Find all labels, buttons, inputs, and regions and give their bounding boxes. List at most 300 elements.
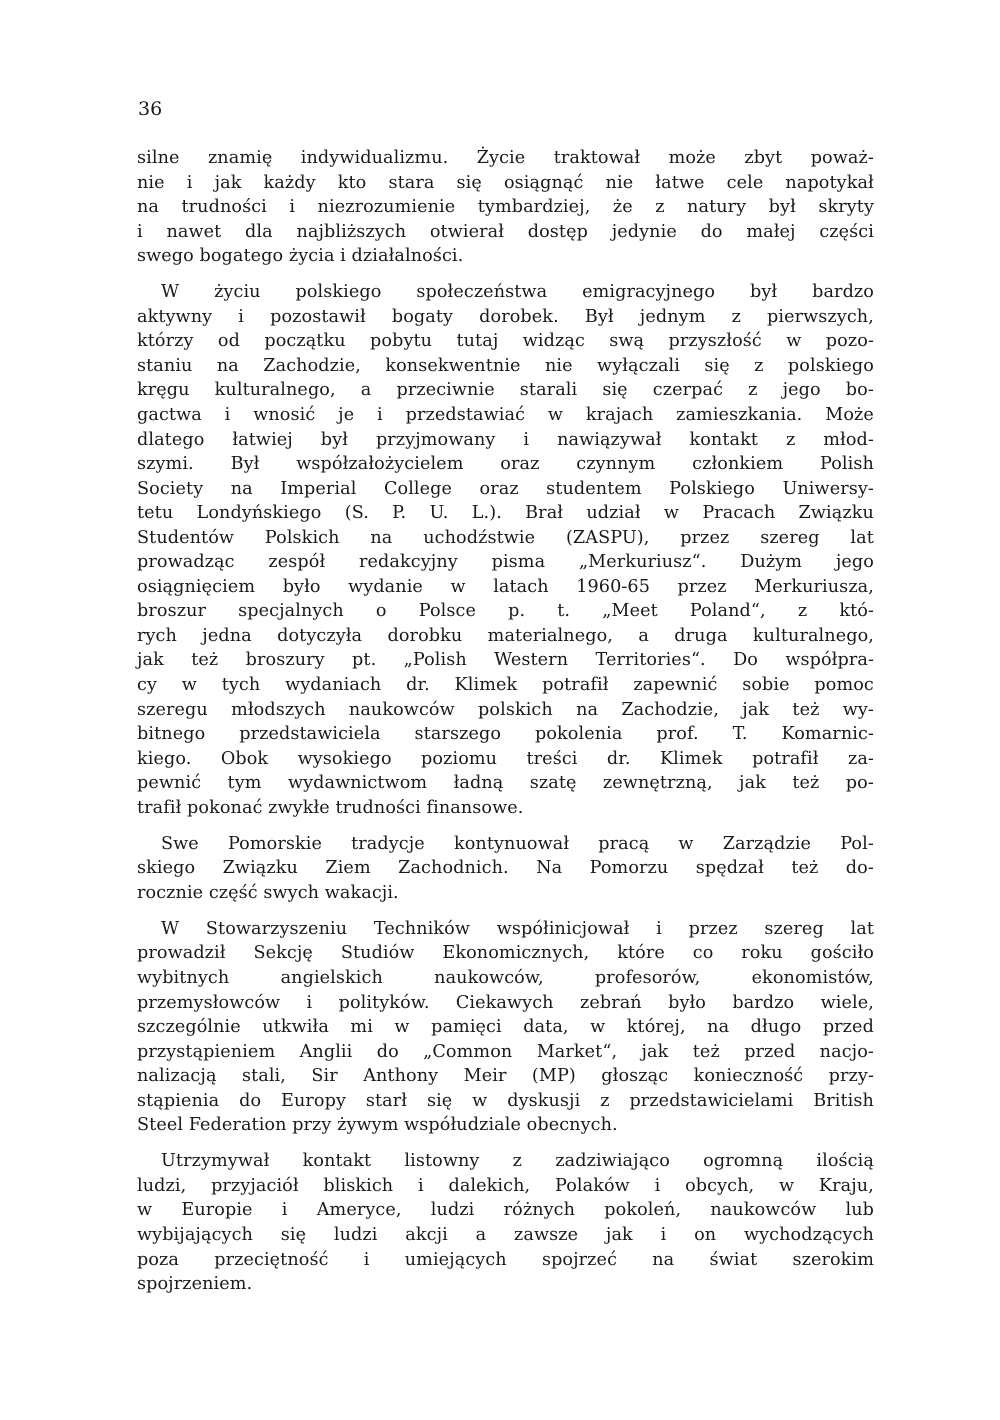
word: „Meet: [602, 601, 658, 622]
word: widząc: [522, 331, 585, 352]
word: Techników: [373, 918, 470, 939]
word: które: [617, 943, 665, 964]
word: swego: [137, 246, 194, 267]
word: najbliższych: [296, 221, 407, 242]
text-line: [137, 698, 874, 723]
word: przed: [744, 1041, 796, 1062]
word: T.: [732, 724, 748, 745]
word: z: [731, 306, 741, 327]
word: College: [383, 478, 453, 499]
word: umiejących: [404, 1249, 507, 1270]
word: napotykał: [785, 172, 874, 193]
word: Studentów: [137, 527, 235, 548]
text-line: [137, 856, 874, 881]
word: Ciekawych: [455, 992, 554, 1013]
word: Europie: [181, 1200, 253, 1221]
word: naukowców,: [434, 968, 544, 988]
word: dalekich,: [448, 1175, 531, 1196]
text-line: [137, 624, 874, 649]
body-text: [137, 146, 874, 1308]
word: a: [475, 1224, 487, 1245]
text-line: [137, 1272, 874, 1297]
word: Utrzymywał: [161, 1151, 270, 1172]
text-line: [137, 378, 874, 403]
word: dotyczyła: [277, 625, 363, 646]
word: je: [338, 404, 355, 425]
word: zespół: [268, 552, 326, 573]
word: i: [656, 918, 662, 939]
word: Dużym: [740, 552, 803, 573]
word: szymi.: [137, 454, 194, 475]
text-line: [137, 966, 874, 991]
word: Swe: [161, 833, 199, 854]
word: Zachodzie,: [621, 699, 720, 720]
word: dla: [245, 221, 273, 242]
word: przeciwnie: [396, 380, 495, 401]
word: może: [668, 148, 716, 168]
text-line: [137, 244, 874, 269]
word: Polskich: [264, 527, 340, 548]
text-line: [137, 171, 874, 196]
word: szeregu: [137, 699, 208, 720]
word: wysokiego: [297, 748, 392, 769]
word: i: [306, 992, 313, 1013]
word: wakacji.: [324, 882, 399, 903]
word: w: [450, 576, 466, 597]
word: małej: [746, 221, 796, 242]
word: aktywny: [137, 306, 213, 327]
word: i: [238, 306, 245, 327]
word: pracą: [598, 833, 650, 854]
text-line: [137, 917, 874, 942]
word: staniu: [137, 355, 193, 376]
word: Europy: [281, 1090, 347, 1111]
word: szatę: [529, 773, 577, 794]
word: Territories“.: [595, 650, 706, 671]
text-line: [137, 1064, 874, 1089]
word: Ekonomicznych,: [442, 943, 590, 964]
word: życiu: [214, 282, 261, 303]
word: też: [792, 773, 820, 794]
word: bitnego: [137, 724, 206, 745]
text-line: [137, 1089, 874, 1114]
text-line: [137, 599, 874, 624]
word: naukowców: [710, 1200, 817, 1221]
word: pokonać: [187, 797, 263, 818]
word: jak: [742, 699, 770, 720]
word: do-: [845, 858, 874, 879]
word: czerpać: [652, 380, 724, 401]
word: „Merkuriusz“.: [578, 552, 707, 573]
word: bliskich: [323, 1175, 394, 1196]
word: tutaj: [456, 331, 499, 352]
word: zbyt: [744, 148, 783, 168]
word: tradycje: [351, 833, 425, 854]
text-line: [137, 526, 874, 551]
word: Do: [733, 650, 758, 671]
word: 1960-65: [576, 576, 650, 597]
word: z: [655, 197, 665, 218]
word: Society: [137, 478, 204, 499]
word: W: [161, 918, 180, 939]
word: łatwiej: [232, 429, 293, 450]
word: jak: [739, 773, 766, 794]
word: prowadził: [137, 943, 226, 964]
word: roku: [741, 943, 783, 964]
word: był: [768, 197, 796, 218]
word: potrafił: [752, 748, 819, 769]
word: początku: [264, 331, 346, 352]
word: Polish: [820, 454, 874, 475]
word: swych: [263, 882, 320, 903]
word: na: [652, 1249, 675, 1270]
word: znamię: [207, 148, 273, 168]
text-line: [137, 722, 874, 747]
word: nie: [544, 355, 573, 376]
word: potrafił: [542, 674, 609, 695]
word: co: [692, 943, 714, 964]
word: i: [523, 429, 530, 450]
text-line: [137, 941, 874, 966]
word: w: [547, 404, 564, 425]
word: gościło: [810, 943, 874, 964]
word: polskiego: [787, 355, 874, 376]
word: broszur: [137, 601, 207, 622]
word: młod-: [823, 429, 874, 450]
text-line: [137, 575, 874, 600]
word: tymbardziej,: [477, 197, 591, 218]
word: listowny: [404, 1151, 480, 1172]
word: z: [512, 1151, 523, 1172]
word: ludzi,: [137, 1175, 187, 1196]
word: w: [472, 1090, 488, 1111]
word: niezrozumienie: [317, 197, 456, 218]
word: prowadząc: [137, 552, 235, 573]
word: świat: [709, 1249, 758, 1270]
word: latach: [493, 576, 549, 597]
word: Sekcję: [253, 943, 313, 964]
word: był: [320, 429, 349, 450]
word: jedynie: [611, 221, 677, 242]
word: akcji: [405, 1224, 448, 1245]
text-line: [137, 648, 874, 673]
word: a: [360, 380, 372, 401]
word: Na: [536, 858, 563, 879]
word: o: [375, 601, 387, 622]
word: Steel: [137, 1115, 184, 1136]
word: pozostawił: [270, 306, 366, 327]
word: różnych: [503, 1200, 576, 1221]
word: W: [161, 282, 180, 303]
word: na: [370, 527, 393, 548]
word: Ameryce,: [316, 1200, 402, 1221]
word: i: [289, 197, 296, 218]
text-line: [137, 796, 874, 821]
word: Meir: [463, 1066, 507, 1087]
word: w: [590, 1017, 606, 1038]
word: część: [208, 882, 258, 903]
word: przy-: [828, 1066, 874, 1087]
word: bogatego: [199, 246, 284, 267]
word: tetu: [137, 503, 174, 524]
word: członkiem: [692, 454, 784, 475]
text-line: [137, 1248, 874, 1273]
word: przemysłowców: [137, 992, 281, 1013]
word: z: [754, 355, 764, 376]
text-line: [137, 305, 874, 330]
word: wybijających: [137, 1224, 253, 1245]
word: którzy: [137, 331, 194, 352]
word: oraz: [500, 454, 540, 475]
word: nalizacją: [137, 1066, 217, 1087]
word: szereg: [760, 527, 820, 548]
word: w: [137, 1200, 153, 1221]
word: t.: [557, 601, 571, 622]
word: silne: [137, 148, 180, 168]
word: każdy: [263, 172, 316, 193]
word: z: [785, 429, 796, 450]
word: materialnego,: [487, 625, 613, 646]
word: pamięci: [431, 1017, 502, 1038]
text-line: [137, 673, 874, 698]
word: konieczność: [693, 1066, 804, 1087]
word: studentem: [546, 478, 642, 499]
word: spojrzeć: [541, 1249, 618, 1270]
word: osiągnięciem: [137, 576, 256, 597]
word: Był: [584, 306, 614, 327]
word: on: [694, 1224, 717, 1245]
word: kontynuował: [453, 833, 570, 854]
word: Market“,: [536, 1041, 618, 1062]
word: nacjo-: [819, 1041, 874, 1062]
word: Zarządzie: [722, 833, 812, 854]
word: traktował: [553, 148, 641, 168]
word: i: [340, 246, 346, 267]
word: natury: [687, 197, 747, 218]
text-line: [137, 1040, 874, 1065]
word: trudności: [181, 197, 267, 218]
word: w: [181, 674, 197, 695]
word: współpra-: [785, 650, 874, 671]
text-line: [137, 501, 874, 526]
word: na: [216, 355, 239, 376]
word: dorobek.: [479, 306, 559, 327]
word: czynnym: [576, 454, 656, 475]
word: Studiów: [340, 943, 415, 964]
word: dlatego: [137, 429, 205, 450]
word: nie: [137, 172, 165, 193]
word: nawet: [166, 221, 222, 242]
paragraph: [137, 917, 874, 1138]
word: poważ-: [810, 148, 874, 168]
word: starszego: [414, 724, 502, 745]
text-line: [137, 747, 874, 772]
word: a: [638, 625, 649, 646]
word: L.).: [471, 503, 502, 524]
word: specjalnych: [238, 601, 344, 622]
word: wychodzących: [743, 1224, 874, 1245]
word: wiele,: [820, 992, 874, 1013]
word: od: [217, 331, 240, 352]
word: pierwszych,: [767, 306, 874, 327]
text-line: [137, 1174, 874, 1199]
word: do: [376, 1041, 399, 1062]
word: Uniwersy-: [782, 478, 874, 499]
word: rych: [137, 625, 177, 646]
word: przyjaciół: [211, 1175, 299, 1196]
word: Anglii: [299, 1041, 353, 1062]
word: mi: [350, 1017, 373, 1038]
word: stali,: [241, 1066, 286, 1087]
word: jak: [641, 1041, 669, 1062]
word: Sir: [311, 1066, 338, 1087]
word: było: [668, 992, 706, 1013]
word: ekonomistów,: [751, 968, 874, 988]
word: na: [576, 699, 599, 720]
word: finansowe.: [426, 797, 524, 818]
word: pokoleń,: [604, 1200, 682, 1221]
word: po-: [845, 773, 874, 794]
word: zewnętrzną,: [602, 773, 713, 794]
word: Był: [230, 454, 260, 475]
word: jednym: [639, 306, 706, 327]
word: i: [137, 221, 143, 242]
word: (S.: [344, 503, 369, 524]
word: łatwe: [655, 172, 705, 193]
word: angielskich: [280, 968, 383, 988]
word: udział: [586, 503, 641, 524]
word: emigracyjnego: [582, 282, 716, 303]
word: pomoc: [814, 674, 874, 695]
word: i: [377, 404, 383, 425]
word: współinicjował: [496, 918, 630, 939]
word: pewnić: [137, 773, 202, 794]
word: głosząc: [601, 1066, 669, 1087]
word: było: [282, 576, 321, 597]
word: oraz: [479, 478, 519, 499]
text-line: [137, 1223, 874, 1248]
word: współzałożycielem: [296, 454, 464, 475]
word: zadziwiająco: [555, 1151, 670, 1172]
word: Obok: [220, 748, 269, 769]
word: pobytu: [370, 331, 433, 352]
word: z: [748, 380, 758, 401]
word: nawiązywał: [557, 429, 662, 450]
word: lub: [845, 1200, 874, 1221]
word: British: [813, 1090, 874, 1111]
text-line: [137, 280, 874, 305]
word: wydanie: [348, 576, 423, 597]
word: bogaty: [391, 306, 454, 327]
word: jak: [137, 650, 164, 671]
paragraph: [137, 280, 874, 820]
word: Anthony: [363, 1066, 439, 1087]
word: szereg: [764, 918, 824, 939]
word: że: [612, 197, 633, 218]
text-line: [137, 1015, 874, 1040]
word: w: [663, 503, 680, 524]
word: zawsze: [513, 1224, 579, 1245]
text-line: [137, 477, 874, 502]
word: treści: [526, 748, 578, 769]
word: Klimek: [454, 674, 518, 695]
word: trafił: [137, 797, 182, 818]
word: stąpienia: [137, 1090, 220, 1111]
word: spędzał: [695, 858, 764, 879]
word: Pomorskie: [227, 833, 322, 854]
word: stara: [388, 172, 435, 193]
word: jak: [605, 1224, 633, 1245]
word: długo: [750, 1017, 802, 1038]
word: gactwa: [137, 404, 202, 425]
word: też: [692, 1041, 720, 1062]
word: działalności.: [351, 246, 464, 267]
paragraph: [137, 1149, 874, 1296]
word: jego: [835, 552, 874, 573]
word: spojrzeniem.: [137, 1274, 253, 1295]
word: redakcyjny: [359, 552, 458, 573]
word: Stowarzyszeniu: [205, 918, 348, 939]
text-line: [137, 832, 874, 857]
word: nie: [605, 172, 634, 193]
word: części: [819, 221, 874, 242]
word: pisma: [491, 552, 546, 573]
word: poza: [137, 1249, 180, 1270]
word: wyłączali: [597, 355, 680, 376]
paragraph: [137, 146, 874, 269]
word: Życie: [476, 148, 526, 168]
word: się: [704, 355, 730, 376]
word: dr.: [406, 674, 430, 695]
word: żywym: [337, 1115, 399, 1136]
word: i: [660, 1224, 667, 1245]
word: dr.: [606, 748, 631, 769]
word: obcych,: [685, 1175, 755, 1196]
word: kulturalnego,: [752, 625, 874, 646]
word: obecnych.: [526, 1115, 618, 1136]
word: poziomu: [421, 748, 498, 769]
word: Polaków: [555, 1175, 630, 1196]
word: społeczeństwa: [416, 282, 548, 303]
text-line: [137, 1113, 874, 1138]
word: współudziale: [404, 1115, 522, 1136]
text-line: [137, 220, 874, 245]
word: broszury: [245, 650, 325, 671]
word: sobie: [742, 674, 790, 695]
word: skryty: [818, 197, 874, 218]
word: Związku: [222, 858, 298, 879]
word: U.: [429, 503, 449, 524]
page-number: 36: [138, 98, 163, 120]
word: tych: [221, 674, 261, 695]
word: przyjmowany: [375, 429, 496, 450]
word: zebrań: [579, 992, 642, 1013]
word: do: [700, 221, 723, 242]
word: naukowców: [348, 699, 455, 720]
word: Kraju,: [818, 1175, 874, 1196]
word: swą: [609, 331, 645, 352]
word: konsekwentnie: [385, 355, 521, 376]
word: wy-: [842, 699, 874, 720]
word: (ZASPU),: [565, 527, 650, 548]
word: bo-: [845, 380, 874, 401]
word: życia: [288, 246, 335, 267]
word: Imperial: [280, 478, 357, 499]
word: polskiego: [295, 282, 382, 303]
word: przyszłość: [668, 331, 762, 352]
word: rocznie: [137, 882, 204, 903]
word: krajach: [585, 404, 654, 425]
